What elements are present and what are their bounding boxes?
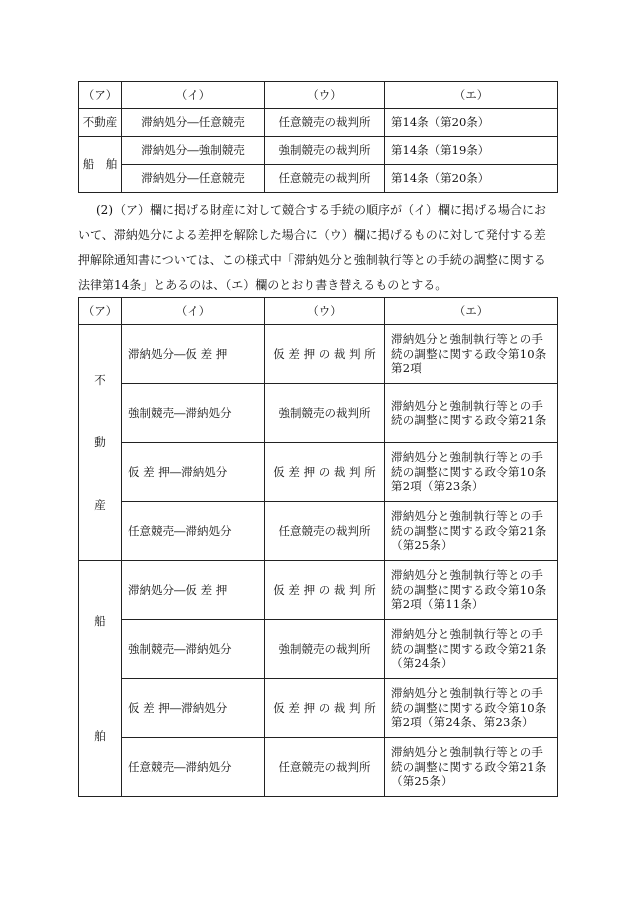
table-header-row — [79, 82, 558, 109]
vertical-label: 船 舶 — [94, 614, 106, 743]
table-header-row — [79, 298, 558, 325]
table-row — [79, 738, 558, 797]
header-cell: （ア） — [79, 298, 122, 325]
header-cell: （イ） — [122, 298, 265, 325]
replacement-cell: 滞納処分と強制執行等との手続の調整に関する政令第21条（第25条） — [385, 502, 558, 561]
table-row — [79, 109, 558, 137]
procedure-order-cell: 仮 差 押―滞納処分 — [122, 679, 265, 738]
vertical-label: 不 動 産 — [94, 372, 106, 512]
table-row — [79, 137, 558, 165]
court-cell: 任意競売の裁判所 — [265, 109, 385, 137]
court-cell: 任意競売の裁判所 — [265, 738, 385, 797]
explanatory-paragraph — [78, 198, 557, 298]
procedure-order-cell: 強制競売―滞納処分 — [122, 620, 265, 679]
paragraph-text: （ア）欄に掲げる財産に対して競合する手続の順序が（イ）欄に掲げる場合において、滞納処分による差押を解除した場合に（ウ）欄に掲げるものに対して発付する差押解除通知書については、この様式中「滞納処分と強制執行等との手続の調整に関する法律第14条」とあるのは、（エ）欄のとおり書き替えるものとする。 — [78, 203, 547, 292]
header-cell: （エ） — [385, 298, 558, 325]
court-cell: 任意競売の裁判所 — [265, 165, 385, 193]
substitution-table-1 — [78, 81, 558, 193]
substitution-table-2 — [78, 297, 558, 797]
replacement-cell: 滞納処分と強制執行等との手続の調整に関する政令第10条第2項（第11条） — [385, 561, 558, 620]
table-row — [79, 165, 558, 193]
replacement-cell: 滞納処分と強制執行等との手続の調整に関する政令第21条（第25条） — [385, 738, 558, 797]
header-cell: （ウ） — [265, 298, 385, 325]
table-row — [79, 325, 558, 384]
table-row — [79, 443, 558, 502]
replacement-cell: 滞納処分と強制執行等との手続の調整に関する政令第10条第2項（第23条） — [385, 443, 558, 502]
court-cell: 仮 差 押 の 裁 判 所 — [265, 561, 385, 620]
court-cell: 任意競売の裁判所 — [265, 502, 385, 561]
table-row — [79, 561, 558, 620]
replacement-cell: 滞納処分と強制執行等との手続の調整に関する政令第10条第2項（第24条、第23条） — [385, 679, 558, 738]
property-type-cell: 船 舶 — [79, 137, 122, 193]
court-cell: 仮 差 押 の 裁 判 所 — [265, 325, 385, 384]
table-row — [79, 679, 558, 738]
table-row — [79, 384, 558, 443]
header-cell: （エ） — [385, 82, 558, 109]
procedure-order-cell: 滞納処分―仮 差 押 — [122, 325, 265, 384]
replacement-cell: 滞納処分と強制執行等との手続の調整に関する政令第21条（第24条） — [385, 620, 558, 679]
replacement-cell: 第14条（第19条） — [385, 137, 558, 165]
property-type-cell-real-estate — [79, 325, 122, 561]
court-cell: 強制競売の裁判所 — [265, 137, 385, 165]
header-cell: （イ） — [122, 82, 265, 109]
replacement-cell: 滞納処分と強制執行等との手続の調整に関する政令第10条第2項 — [385, 325, 558, 384]
procedure-order-cell: 滞納処分―強制競売 — [122, 137, 265, 165]
property-type-cell-ship — [79, 561, 122, 797]
procedure-order-cell: 滞納処分―仮 差 押 — [122, 561, 265, 620]
court-cell: 強制競売の裁判所 — [265, 620, 385, 679]
header-cell: （ア） — [79, 82, 122, 109]
property-type-cell: 不動産 — [79, 109, 122, 137]
header-cell: （ウ） — [265, 82, 385, 109]
table-row — [79, 620, 558, 679]
table-row — [79, 502, 558, 561]
court-cell: 仮 差 押 の 裁 判 所 — [265, 679, 385, 738]
replacement-cell: 第14条（第20条） — [385, 165, 558, 193]
replacement-cell: 第14条（第20条） — [385, 109, 558, 137]
procedure-order-cell: 仮 差 押―滞納処分 — [122, 443, 265, 502]
paragraph-number: (2) — [96, 203, 113, 217]
court-cell: 仮 差 押 の 裁 判 所 — [265, 443, 385, 502]
procedure-order-cell: 強制競売―滞納処分 — [122, 384, 265, 443]
procedure-order-cell: 滞納処分―任意競売 — [122, 165, 265, 193]
court-cell: 強制競売の裁判所 — [265, 384, 385, 443]
replacement-cell: 滞納処分と強制執行等との手続の調整に関する政令第21条 — [385, 384, 558, 443]
procedure-order-cell: 任意競売―滞納処分 — [122, 502, 265, 561]
procedure-order-cell: 滞納処分―任意競売 — [122, 109, 265, 137]
procedure-order-cell: 任意競売―滞納処分 — [122, 738, 265, 797]
